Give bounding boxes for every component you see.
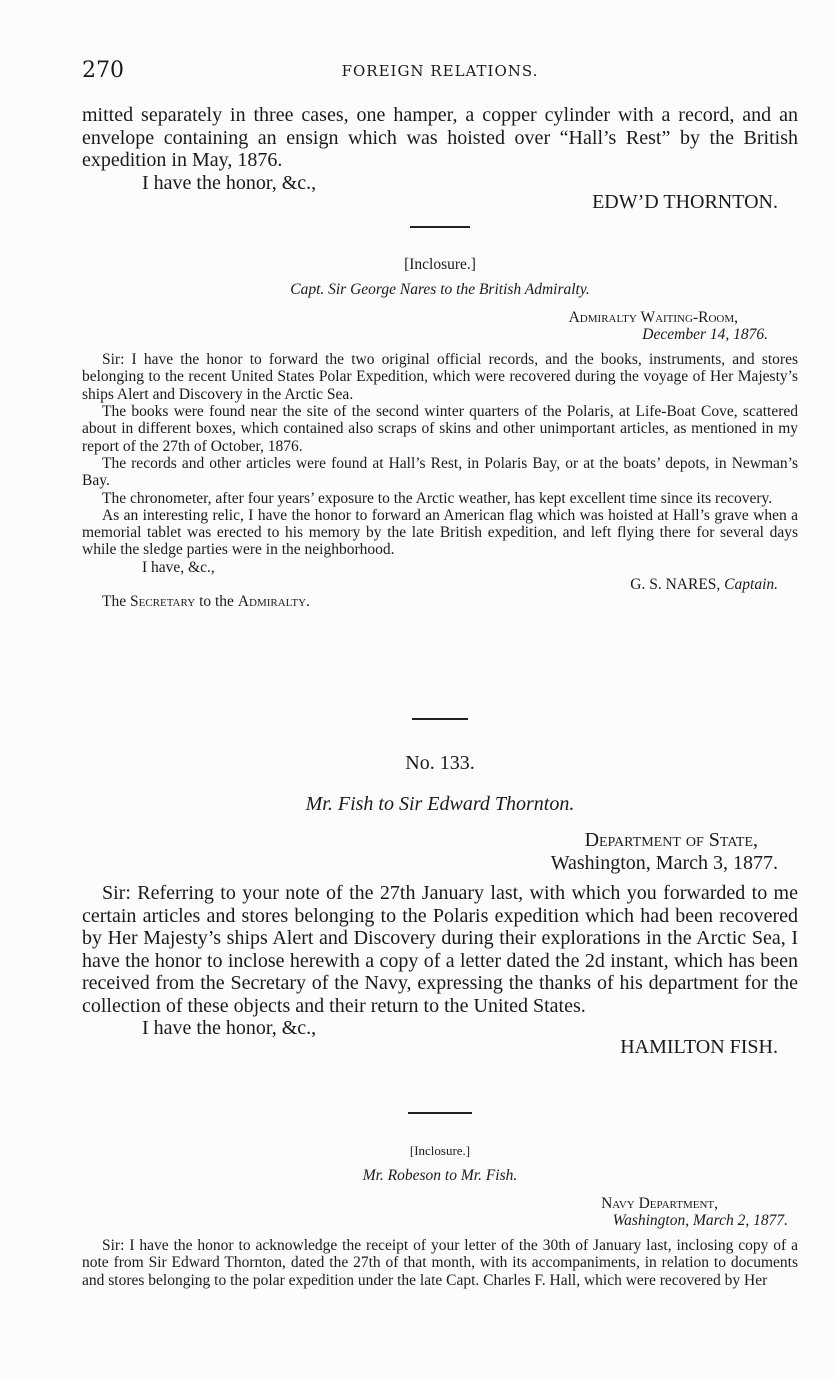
nares-signature-title: Captain. bbox=[724, 576, 778, 594]
nares-paragraph-4: The chronometer, after four years’ exposure to the Arctic weather, has kept excellent time since its recovery. bbox=[102, 489, 773, 507]
fish-signature: HAMILTON FISH. bbox=[620, 1035, 778, 1058]
opening-closing: I have the honor, &c., bbox=[142, 171, 317, 194]
nares-paragraph-2: The books were found near the site of the second winter quarters of the Polaris, at Life-Boat Cove, scattered about in different boxes, which contained also scraps of skins and other unimportant articles, as mentioned in my report of the 27th of October, 1876. bbox=[82, 403, 798, 455]
thornton-signature: EDW’D THORNTON. bbox=[592, 191, 778, 213]
opening-paragraph: mitted separately in three cases, one hamper, a copper cylinder with a record, and an envelope containing an ensign which was hoisted over “Hall’s Rest” by the British expedition in May, 1876. bbox=[82, 104, 798, 171]
nares-closing: I have, &c., bbox=[142, 558, 215, 576]
inclosure-robeson bbox=[82, 1142, 798, 1289]
page-number: 270 bbox=[82, 58, 124, 83]
letter-number: No. 133. bbox=[405, 752, 475, 774]
page-header bbox=[82, 58, 798, 84]
section-rule bbox=[408, 1112, 472, 1114]
robeson-letter-body: Sir: I have the honor to acknowledge the receipt of your letter of the 30th of January last, inclosing copy of a note from Sir Edward Thornton, dated the 27th of that month, with its accompaniments, in relation to documents and stores belonging to the polar expedition under the late Capt. Charles F. Hall, which were recovered by Her bbox=[82, 1237, 798, 1289]
fish-letter-body: Sir: Referring to your note of the 27th January last, with which you forwarded to me certain articles and stores belonging to the Polaris expedition which had been recovered by Her Majesty’s ships Alert and Discovery during their explorations in the Arctic Sea, I have the honor to inclose herewith a copy of a letter dated the 2d instant, which has been received from the Secretary of the Navy, expressing the thanks of his department for the collection of these objects and their return to the United States. bbox=[82, 882, 798, 1017]
dateline-date: Washington, March 2, 1877. bbox=[612, 1211, 788, 1229]
nares-paragraph-1: Sir: I have the honor to forward the two original official records, and the books, instruments, and stores belonging to the recent United States Polar Expedition, which were recovered during the voyage of Her Majesty’s ships Alert and Discovery in the Arctic Sea. bbox=[82, 351, 798, 403]
running-head: FOREIGN RELATIONS. bbox=[341, 62, 539, 80]
dateline-place: Admiralty Waiting-Room, bbox=[568, 308, 738, 326]
dateline-date: December 14, 1876. bbox=[642, 325, 768, 343]
dateline-place: Navy Department, bbox=[601, 1194, 718, 1212]
opening-section bbox=[82, 104, 798, 214]
nares-paragraph-5: As an interesting relic, I have the honor to forward an American flag which was hoisted at Hall’s grave when a memorial tablet was erected to his memory by the late British expedition, and left flying there for several days while the sledge parties were in the neighborhood. bbox=[82, 506, 798, 559]
nares-signature: G. S. NARES, bbox=[630, 576, 721, 594]
dateline-place: Department of State, bbox=[584, 829, 758, 851]
letter-133 bbox=[82, 752, 798, 1058]
nares-paragraph-3: The records and other articles were found at Hall’s Rest, in Polaris Bay, or at the boats’ depots, in Newman’s Bay. bbox=[82, 454, 798, 490]
inclosure-label: [Inclosure.] bbox=[409, 1143, 471, 1158]
nares-addressee: The Secretary to the Admiralty. bbox=[102, 593, 310, 611]
inclosure-title: Mr. Robeson to Mr. Fish. bbox=[362, 1167, 518, 1185]
fish-closing: I have the honor, &c., bbox=[142, 1017, 317, 1039]
dateline-date: Washington, March 3, 1877. bbox=[550, 851, 778, 874]
section-rule bbox=[412, 718, 468, 720]
inclosure-label: [Inclosure.] bbox=[404, 256, 476, 273]
inclosure-title: Capt. Sir George Nares to the British Admiralty. bbox=[290, 281, 590, 299]
nares-signature-line bbox=[82, 576, 798, 593]
inclosure-nares bbox=[82, 256, 798, 611]
letter-title: Mr. Fish to Sir Edward Thornton. bbox=[305, 792, 575, 815]
section-rule bbox=[410, 226, 470, 228]
